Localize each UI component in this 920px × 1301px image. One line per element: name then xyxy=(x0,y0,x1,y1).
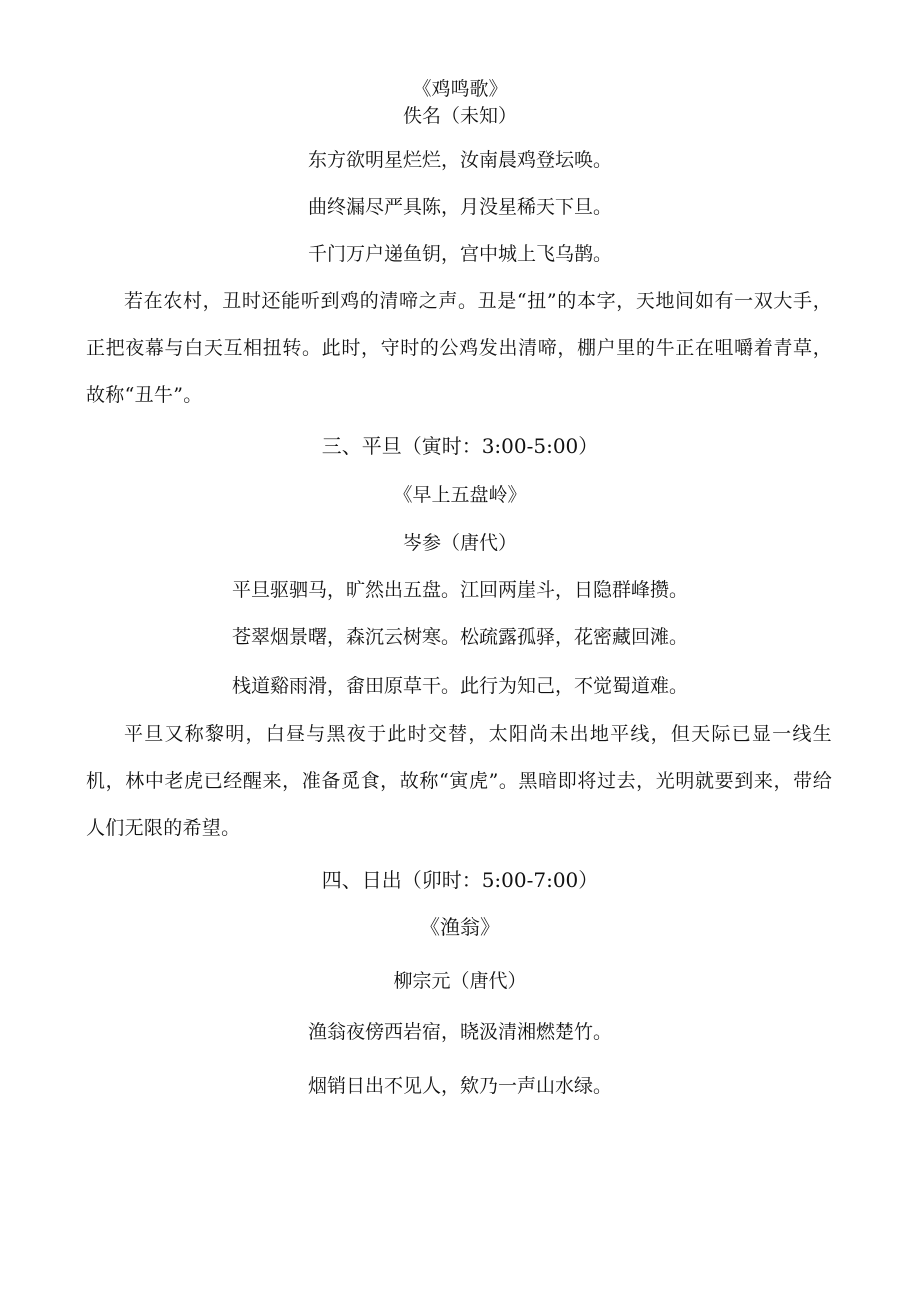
body-paragraph: 平旦又称黎明，白昼与黑夜于此时交替，太阳尚未出地平线，但天际已显一线生机，林中老虎已经醒来，准备觅食，故称“寅虎”。黑暗即将过去，光明就要到来，带给人们无限的希望。 xyxy=(86,723,832,839)
poem-line: 栈道谿雨滑，畬田原草干。此行为知己，不觉蜀道难。 xyxy=(231,675,688,697)
poem-line: 平旦驱驷马，旷然出五盘。江回两崖斗，日隐群峰攒。 xyxy=(231,579,688,601)
poem-line: 苍翠烟景曙，森沉云树寒。松疏露孤驿，花密藏回滩。 xyxy=(231,626,688,648)
poem-author: 柳宗元（唐代） xyxy=(393,970,527,992)
poem-title: 《渔翁》 xyxy=(420,915,500,939)
poem-line: 东方欲明星烂烂，汝南晨鸡登坛唤。 xyxy=(307,149,612,171)
poem-line: 曲终漏尽严具陈，月没星稀天下旦。 xyxy=(307,196,612,218)
poem-title: 《鸡鸣歌》 xyxy=(412,78,508,100)
poem-author: 佚名（未知） xyxy=(402,105,517,127)
section-heading: 四、日出（卯时：5:00-7:00） xyxy=(321,868,599,892)
poem-title: 《早上五盘岭》 xyxy=(393,484,527,506)
section-heading: 三、平旦（寅时：3:00-5:00） xyxy=(321,434,599,458)
poem-line: 渔翁夜傍西岩宿，晓汲清湘燃楚竹。 xyxy=(307,1021,612,1043)
body-paragraph: 若在农村，丑时还能听到鸡的清啼之声。丑是“扭”的本字，天地间如有一双大手，正把夜幕与白天互相扭转。此时，守时的公鸡发出清啼，棚户里的牛正在咀嚼着青草，故称“丑牛”。 xyxy=(86,290,832,406)
poem-line: 烟销日出不见人，欸乃一声山水绿。 xyxy=(307,1075,612,1097)
poem-line: 千门万户递鱼钥，宫中城上飞乌鹊。 xyxy=(307,243,612,265)
poem-author: 岑参（唐代） xyxy=(402,532,517,554)
